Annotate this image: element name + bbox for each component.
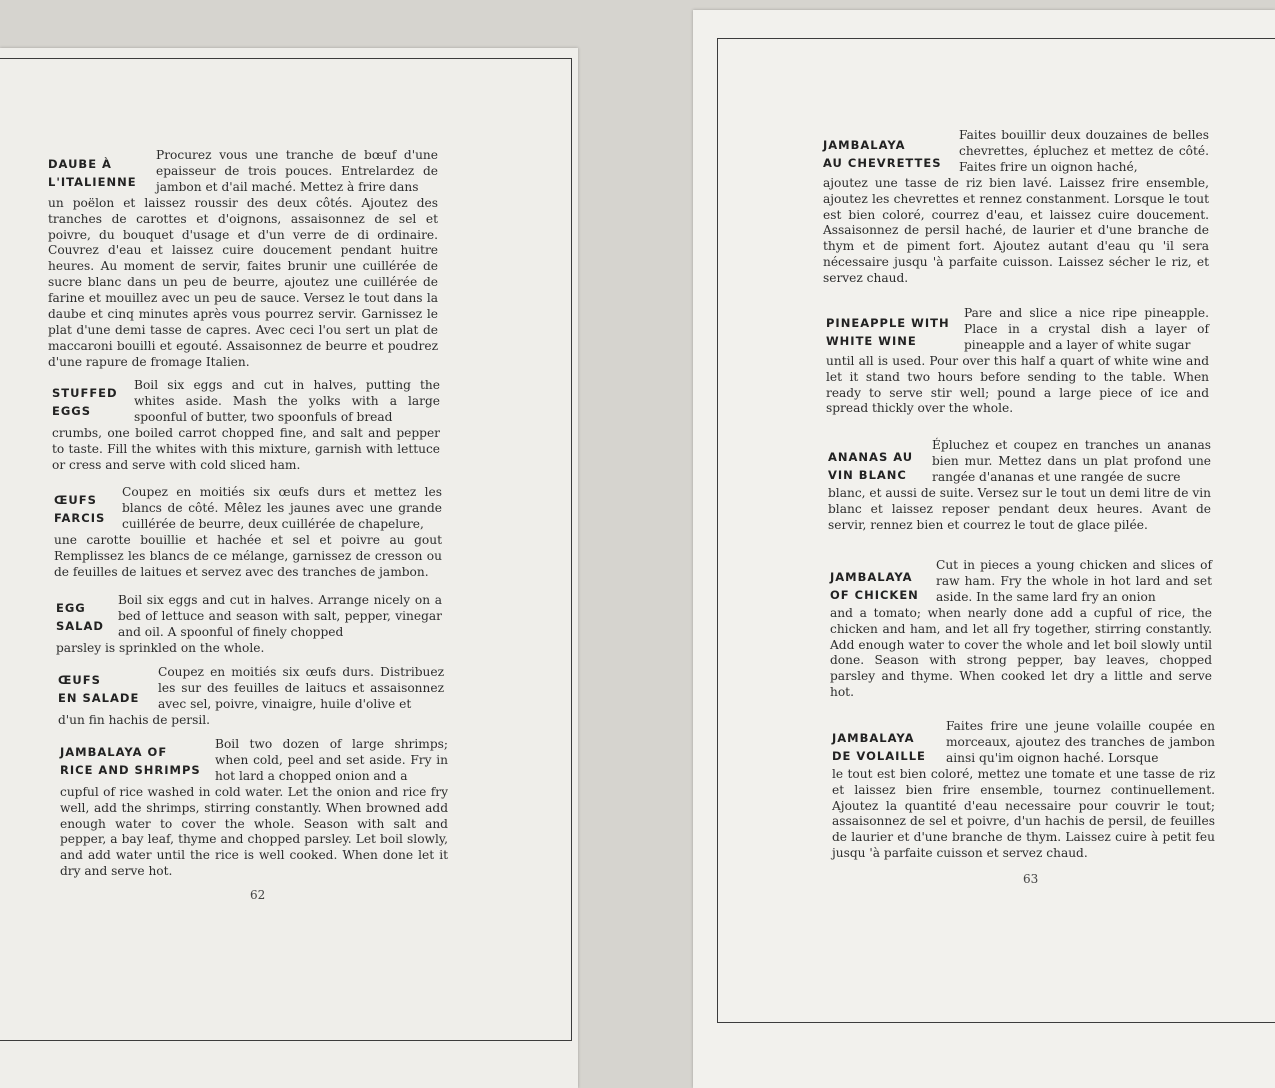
recipe-jambalaya-chicken	[830, 558, 1212, 701]
recipe-text: Pare and slice a nice ripe pineapple. Place in a crystal dish a layer of pineapple and a layer of white sugar until all is used. Pour over this half a quart of white wine and let it stand two hours before sending to the table. When ready to serve stir well; pound a large piece of ice and spread thickly over the whole.	[826, 306, 1209, 416]
recipe-text: Boil two dozen of large shrimps; when cold, peel and set aside. Fry in hot lard a chopped onion and a cupful of rice washed in cold water. Let the onion and rice fry well, add the shrimps, stirring constantly. When browned add enough water to cover the whole. Season with salt and pepper, a bay leaf, thyme and chopped parsley. Let boil slowly, and add water until the rice is well cooked. When done let it dry and serve hot.	[60, 737, 448, 879]
recipe-title: JAMBALAYA AU CHEVRETTES	[823, 138, 942, 170]
recipe-text: Faites frire une jeune volaille coupée en morceaux, ajoutez des tranches de jambon ainsi qu'im oignon haché. Lorsque le tout est bien coloré, mettez une tomate et une tasse de riz et laissez bien frire ensemble, tournez continuellement. Ajoutez la quantité d'eau necessaire pour couvrir le tout; assaisonnez de sel et poivre, d'un hachis de persil, de feuilles de laurier et d'une branche de thym. Laissez cuire à petit feu jusqu 'à parfaite cuisson et servez chaud.	[832, 719, 1215, 861]
recipe-text: Boil six eggs and cut in halves. Arrange nicely on a bed of lettuce and season with salt, pepper, vinegar and oil. A spoonful of finely chopped parsley is sprinkled on the whole.	[56, 593, 442, 655]
recipe-text: Épluchez et coupez en tranches un ananas bien mur. Mettez dans un plat profond une rangée d'ananas et une rangée de sucre blanc, et aussi de suite. Versez sur le tout un demi litre de vin blanc et laissez reposer pendant deux heures. Avant de servir, rennez bien et courrez le tout de glace pilée.	[828, 438, 1211, 532]
recipe-daube-italienne	[48, 148, 438, 371]
page-number: 63	[1023, 872, 1039, 886]
left-page	[0, 48, 578, 1088]
recipe-oeufs-farcis	[54, 485, 442, 580]
recipe-title: JAMBALAYA DE VOLAILLE	[832, 731, 926, 763]
recipe-egg-salad	[56, 593, 442, 657]
recipe-title: STUFFED EGGS	[52, 386, 118, 418]
recipe-text: Coupez en moitiés six œufs durs. Distribuez les sur des feuilles de laitucs et assaisonnez avec sel, poivre, vinaigre, huile d'olive et d'un fin hachis de persil.	[58, 665, 444, 727]
recipe-text: Coupez en moitiés six œufs durs et mettez les blancs de côté. Mêlez les jaunes avec une grande cuillérée de beurre, deux cuillérée de chapelure, une carotte bouillie et hachée et sel et poivre au gout Remplissez les blancs de ce mélange, garnissez de cresson ou de feuilles de laitues et servez avec des tranches de jambon.	[54, 485, 442, 579]
recipe-title: JAMBALAYA OF RICE AND SHRIMPS	[60, 745, 201, 777]
recipe-title: ŒUFS EN SALADE	[58, 673, 140, 705]
recipe-ananas-vin-blanc	[828, 438, 1211, 533]
recipe-title: EGG SALAD	[56, 601, 104, 633]
recipe-jambalaya-rice-shrimps	[60, 737, 448, 880]
recipe-text: Faites bouillir deux douzaines de belles chevrettes, épluchez et mettez de côté. Faites frire un oignon haché, ajoutez une tasse de riz bien lavé. Laissez frire ensemble, ajoutez les chevrettes et rennez constanment. Lorsque le tout est bien coloré, courrez d'eau, et laissez cuire doucement. Assaisonnez de persil haché, de laurier et d'une branche de thym et de piment fort. Ajoutez autant d'eau qu 'il sera nécessaire jusqu 'à parfaite cuisson. Laissez sécher le riz, et servez chaud.	[823, 128, 1209, 286]
right-page	[693, 10, 1275, 1088]
recipe-title: PINEAPPLE WITH WHITE WINE	[826, 316, 950, 348]
recipe-title: JAMBALAYA OF CHICKEN	[830, 570, 919, 602]
recipe-jambalaya-chevrettes	[823, 128, 1209, 287]
recipe-oeufs-en-salade	[58, 665, 444, 729]
recipe-pineapple-white-wine	[826, 306, 1209, 417]
recipe-stuffed-eggs	[52, 378, 440, 473]
recipe-text: Procurez vous une tranche de bœuf d'une epaisseur de trois pouces. Entrelardez de jambon et d'ail maché. Mettez à frire dans un poëlon et laissez roussir des deux côtés. Ajoutez des tranches de carottes et d'oignons, assaisonnez de sel et poivre, du bouquet d'usage et d'un verre de di ordinaire. Couvrez d'eau et laissez cuire doucement pendant huitre heures. Au moment de servir, faites brunir une cuillérée de sucre blanc dans un peu de beurre, ajoutez une cuillérée de farine et mouillez avec un peu de sauce. Versez le tout dans la daube et cinq minutes après vous pourrez servir. Garnissez le plat d'une demi tasse de capres. Avec ceci l'ou sert un plat de maccaroni bouilli et egouté. Assaisonnez de beurre et poudrez d'une rapure de fromage Italien.	[48, 148, 438, 369]
recipe-title: ANANAS AU VIN BLANC	[828, 450, 914, 482]
recipe-text: Cut in pieces a young chicken and slices of raw ham. Fry the whole in hot lard and set aside. In the same lard fry an onion and a tomato; when nearly done add a cupful of rice, the chicken and ham, and let all fry together, stirring constantly. Add enough water to cover the whole and let boil slowly until done. Season with strong pepper, bay leaves, chopped parsley and thyme. When cooked let dry a little and serve hot.	[830, 558, 1212, 700]
recipe-title: DAUBE À L'ITALIENNE	[48, 157, 137, 189]
recipe-jambalaya-volaille	[832, 719, 1215, 862]
recipe-title: ŒUFS FARCIS	[54, 493, 106, 525]
page-number: 62	[250, 888, 266, 902]
recipe-text: Boil six eggs and cut in halves, putting the whites aside. Mash the yolks with a large spoonful of butter, two spoonfuls of bread crumbs, one boiled carrot chopped fine, and salt and pepper to taste. Fill the whites with this mixture, garnish with lettuce or cress and serve with cold sliced ham.	[52, 378, 440, 472]
